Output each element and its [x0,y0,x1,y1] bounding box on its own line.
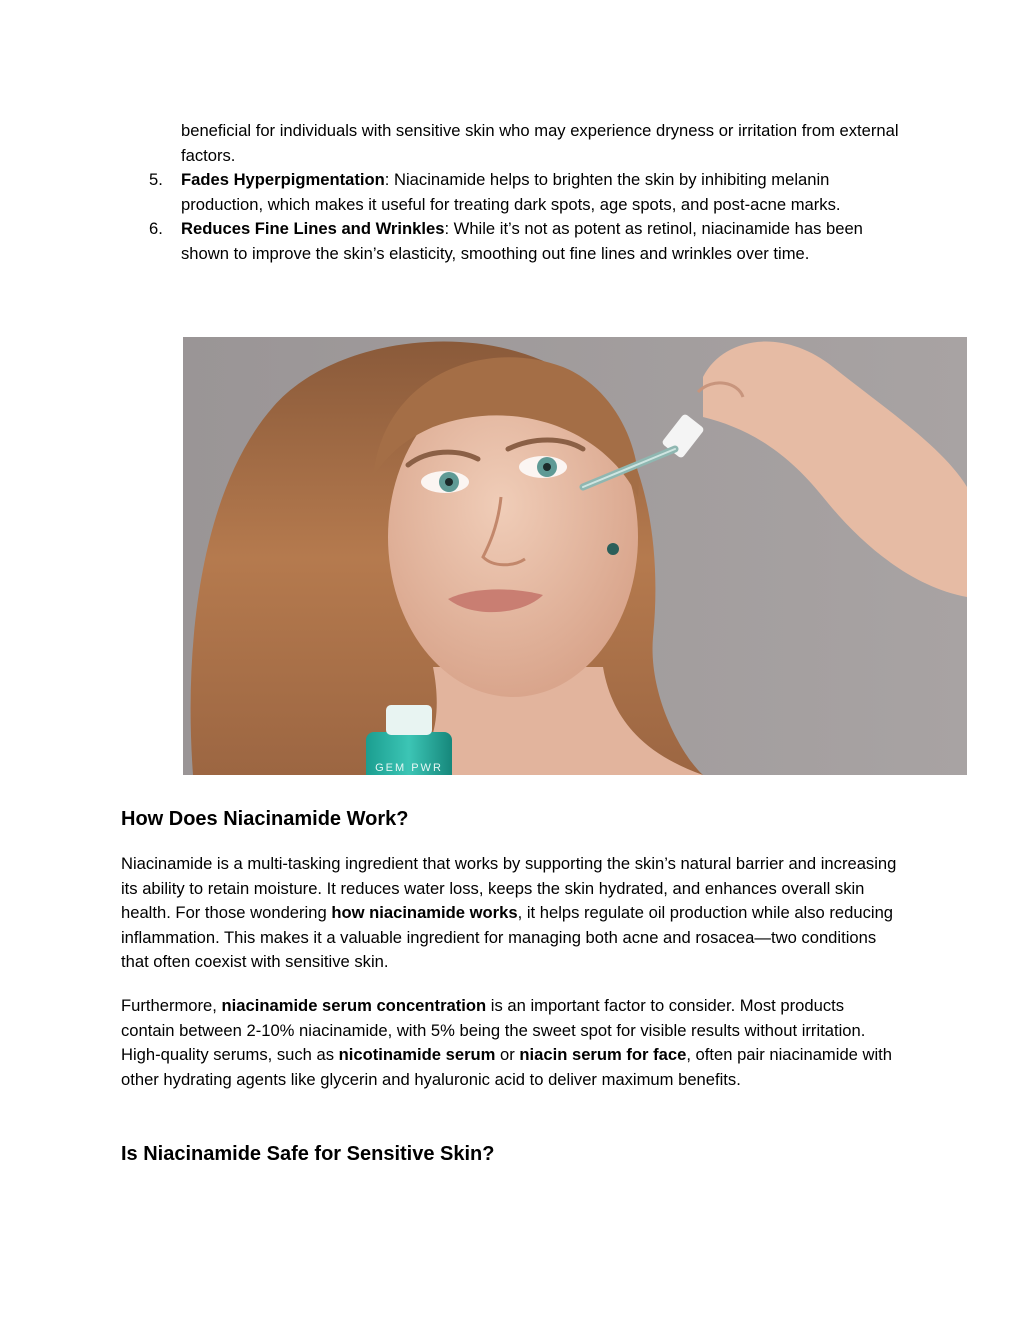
list-item-text: beneficial for individuals with sensitive skin who may experience dryness or irritation from external factors. [181,121,899,165]
bottle-label: GEM PWR [375,762,443,774]
list-item-title: Fades Hyperpigmentation [181,170,385,189]
list-item [121,217,911,266]
list-number: 5. [149,170,163,189]
section-heading: How Does Niacinamide Work? [121,808,409,830]
list-item-text: : Niacinamide helps to brighten the skin by inhibiting melanin production, which makes it useful for treating dark spots, age spots, and post-acne marks. [181,170,841,214]
paragraph-text: or [495,1045,520,1064]
list-number: 6. [149,219,163,238]
paragraph [121,994,901,1092]
paragraph-text: is an important factor to consider. Most products contain between 2-10% niacinamide, with 5% being the sweet spot for visible results without irritation. High-quality serums, such as [121,996,866,1064]
list-item-text: : While it’s not as potent as retinol, niacinamide has been shown to improve the skin’s elasticity, smoothing out fine lines and wrinkles over time. [181,219,863,263]
paragraph-bold-text: nicotinamide serum [338,1045,496,1064]
paragraph-text: Furthermore, [121,996,222,1015]
paragraph-bold-text: niacin serum for face [519,1045,687,1064]
paragraph-text: , often pair niacinamide with other hydrating agents like glycerin and hyaluronic acid to deliver maximum benefits. [121,1045,893,1089]
list-item-title: Reduces Fine Lines and Wrinkles [181,219,445,238]
paragraph-bold-text: niacinamide serum concentration [221,996,487,1015]
benefits-list [121,119,911,266]
list-item-continuation [121,119,911,168]
paragraph [121,852,901,975]
list-item [121,168,911,217]
paragraph-bold-text: how niacinamide works [331,903,518,922]
paragraph-text: , it helps regulate oil production while also reducing inflammation. This makes it a valuable ingredient for managing both acne and rosacea—two conditions that often coexist with sensitive skin. [121,903,894,971]
paragraph-text: Niacinamide is a multi-tasking ingredient that works by supporting the skin’s natural barrier and increasing its ability to retain moisture. It reduces water loss, keeps the skin hydrated, and enhances overall skin health. For those wondering [121,854,897,922]
section-heading: Is Niacinamide Safe for Sensitive Skin? [121,1143,495,1165]
woman-applying-serum-photo [183,337,967,775]
